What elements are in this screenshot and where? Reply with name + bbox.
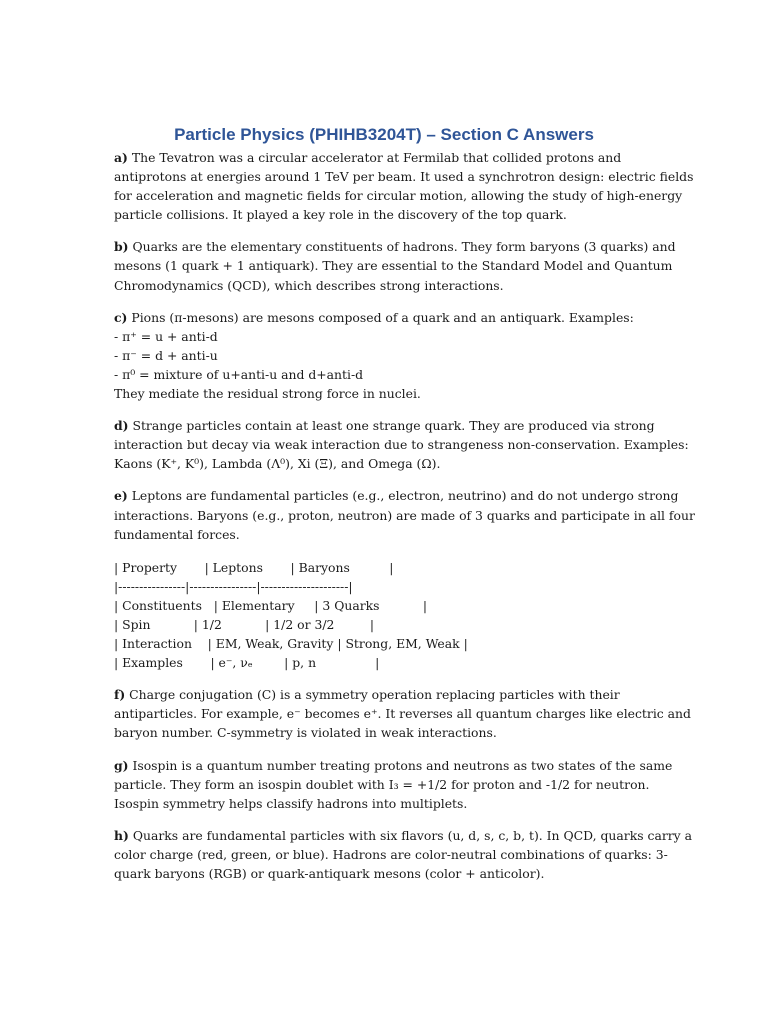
answer-e <box>114 486 695 543</box>
answer-b <box>114 237 676 294</box>
answer-f-label: f) <box>114 687 126 703</box>
answer-a-line-2: antiprotons at energies around 1 TeV per beam. It used a synchrotron design: electric fields <box>114 169 694 185</box>
table-row-examples: | Examples | e⁻, νₑ | p, n | <box>114 655 380 671</box>
table-header-row: | Property | Leptons | Baryons | <box>114 559 394 575</box>
answer-d-line-3: Kaons (K⁺, K⁰), Lambda (Λ⁰), Xi (Ξ), and Omega (Ω). <box>114 456 441 472</box>
answer-b-line-3: Chromodynamics (QCD), which describes strong interactions. <box>114 277 504 293</box>
answer-f-line-3: baryon number. C-symmetry is violated in weak interactions. <box>114 725 497 741</box>
comparison-table <box>114 544 659 673</box>
answer-b-line-2: mesons (1 quark + 1 antiquark). They are essential to the Standard Model and Quantum <box>114 258 673 274</box>
table-row-spin: | Spin | 1/2 | 1/2 or 3/2 | <box>114 616 375 632</box>
answer-c-line-1: c) Pions (π-mesons) are mesons composed of a quark and an antiquark. Examples: <box>114 309 634 325</box>
answer-a-line-1: a) The Tevatron was a circular accelerator at Fermilab that collided protons and <box>114 150 622 165</box>
answer-h-line-3: quark baryons (RGB) or quark-antiquark mesons (color + anticolor). <box>114 866 545 881</box>
answer-h-line-2: color charge (red, green, or blue). Hadrons are color-neutral combinations of quarks: 3- <box>114 846 668 862</box>
answer-f-line-1: f) Charge conjugation (C) is a symmetry operation replacing particles with their <box>114 687 620 703</box>
answer-e-line-1: e) Leptons are fundamental particles (e.g., electron, neutrino) and do not undergo strong <box>114 488 679 504</box>
answer-d-line-2: interaction but decay via weak interaction due to strangeness non-conservation. Examples: <box>114 437 689 453</box>
answer-a-line-4: particle collisions. It played a key role in the discovery of the top quark. <box>114 207 567 223</box>
answer-a-label: a) <box>114 150 128 165</box>
answer-c-line-2: - π⁺ = u + anti-d <box>114 328 218 344</box>
answer-d <box>114 416 689 473</box>
answer-e-line-3: fundamental forces. <box>114 526 240 542</box>
answer-c <box>114 308 659 403</box>
document-body <box>114 148 695 896</box>
table-row-constituents: | Constituents | Elementary | 3 Quarks | <box>114 597 428 613</box>
answer-g-line-1: g) Isospin is a quantum number treating protons and neutrons as two states of the same <box>114 757 673 773</box>
answer-b-line-1: b) Quarks are the elementary constituents of hadrons. They form baryons (3 quarks) and <box>114 239 676 255</box>
answer-h <box>114 826 693 883</box>
answer-d-line-1: d) Strange particles contain at least one strange quark. They are produced via strong <box>114 418 655 434</box>
answer-h-label: h) <box>114 827 129 843</box>
answer-g <box>114 756 673 813</box>
page-title: Particle Physics (PHIHB3204T) – Section C Answers <box>174 125 594 144</box>
answer-e-line-2: interactions. Baryons (e.g., proton, neutron) are made of 3 quarks and participate in all four <box>114 507 695 523</box>
answer-a <box>114 148 694 224</box>
answer-f <box>114 685 691 742</box>
answer-c-label: c) <box>114 309 128 325</box>
answer-f-line-2: antiparticles. For example, e⁻ becomes e⁺. It reverses all quantum charges like electric and <box>114 706 691 722</box>
answer-h-line-1: h) Quarks are fundamental particles with six flavors (u, d, s, c, b, t). In QCD, quarks carry a <box>114 827 693 843</box>
table-separator-row: |----------------|----------------|---------------------| <box>114 578 353 594</box>
answer-c-line-3: - π⁻ = d + anti-u <box>114 347 218 363</box>
table-row-interaction: | Interaction | EM, Weak, Gravity | Strong, EM, Weak | <box>114 636 468 652</box>
answer-c-line-4: - π⁰ = mixture of u+anti-u and d+anti-d <box>114 366 364 382</box>
answer-d-label: d) <box>114 418 129 434</box>
answer-b-label: b) <box>114 239 129 255</box>
answer-g-label: g) <box>114 757 129 773</box>
answer-a-line-3: for acceleration and magnetic fields for circular motion, allowing the study of high-energy <box>114 188 683 204</box>
answer-g-line-3: Isospin symmetry helps classify hadrons into multiplets. <box>114 795 468 811</box>
answer-e-label: e) <box>114 488 128 504</box>
answer-g-line-2: particle. They form an isospin doublet with I₃ = +1/2 for proton and -1/2 for neutron. <box>114 776 650 792</box>
answer-c-line-5: They mediate the residual strong force in nuclei. <box>114 386 421 402</box>
